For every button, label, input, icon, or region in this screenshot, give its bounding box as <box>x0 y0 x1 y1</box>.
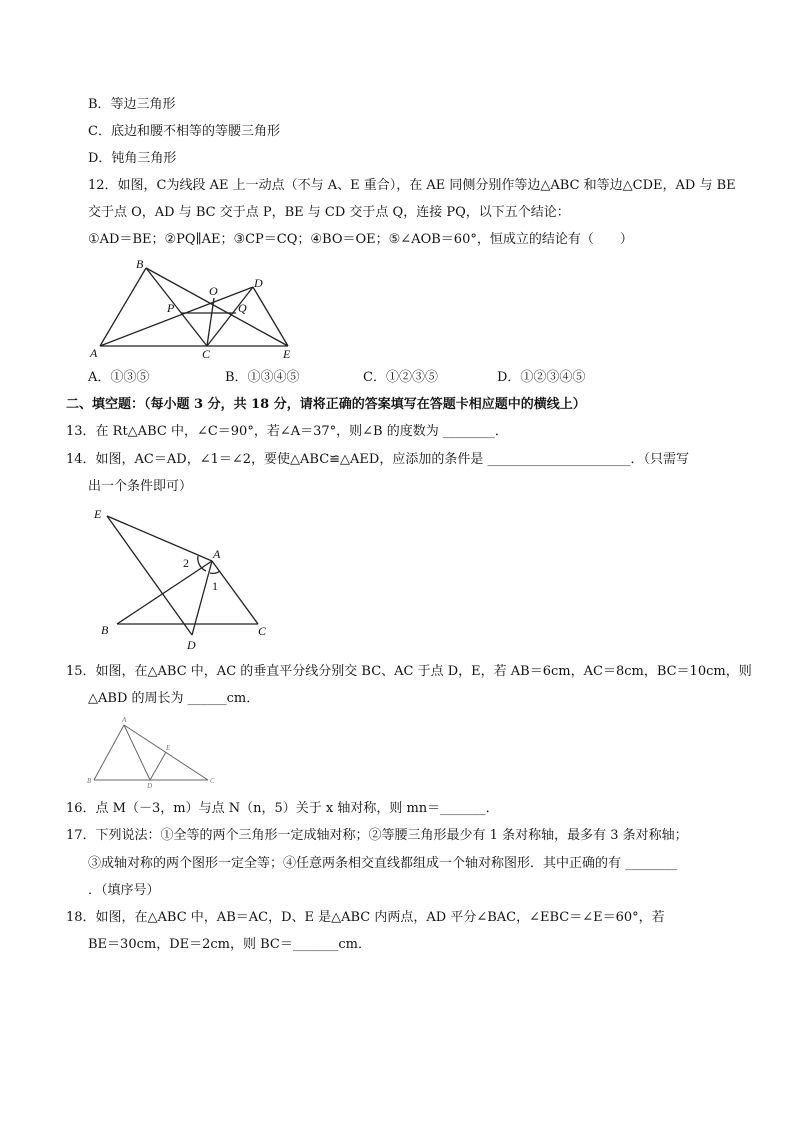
q12-option-c: C．①②③⑤ <box>363 370 438 385</box>
q14-angle-1-arc <box>210 571 220 573</box>
q11-option-d: D．钝角三角形 <box>88 151 177 166</box>
q15-label-d: D <box>147 782 153 790</box>
q12-label-o: O <box>209 284 218 298</box>
q15-label-b: B <box>87 777 92 785</box>
q12-label-d: D <box>254 276 263 290</box>
section-fill-in-title: 二、填空题：（每小题 3 分，共 18 分，请将正确的答案填写在答题卡相应题中的横线上） <box>66 397 586 412</box>
q14-label-e: E <box>94 507 102 521</box>
q12-label-a: A <box>90 346 98 360</box>
q15-segment-ab <box>94 725 124 780</box>
q15-label-c: C <box>210 777 215 785</box>
q12-label-e: E <box>283 347 291 361</box>
q14-label-d: D <box>187 638 196 652</box>
q18-stem-line1: 18．如图，在△ABC 中，AB＝AC，D、E 是△ABC 内两点，AD 平分∠BAC，∠EBC＝∠E＝60°，若 <box>66 910 665 925</box>
q13-text: 13．在 Rt△ABC 中，∠C＝90°，若∠A＝37°，则∠B 的度数为 ________． <box>66 424 508 439</box>
q11-option-b: B．等边三角形 <box>88 97 176 112</box>
q16-text: 16．点 M（－3，m）与点 N（n，5）关于 x 轴对称，则 mn＝_______． <box>66 801 499 816</box>
q12-segment-ab <box>100 268 146 346</box>
q12-option-b: B．①③④⑤ <box>225 370 300 385</box>
q18-stem-line2: BE＝30cm，DE＝2cm，则 BC＝_______cm． <box>88 937 371 952</box>
q15-segment-de <box>150 752 166 780</box>
q12-label-q: Q <box>238 301 247 315</box>
q14-segment-ac <box>212 561 258 624</box>
q14-label-angle-1: 1 <box>212 579 218 593</box>
q12-label-b: B <box>136 257 144 271</box>
q17-stem-line1: 17．下列说法：①全等的两个三角形一定成轴对称；②等腰三角形最少有 1 条对称轴，最多有 3 条对称轴； <box>66 828 688 843</box>
q15-stem-line1: 15．如图，在△ABC 中，AC 的垂直平分线分别交 BC、AC 于点 D，E，若 AB＝6cm，AC＝8cm，BC＝10cm，则 <box>66 664 752 679</box>
q12-segment-bc <box>146 268 207 346</box>
q12-option-a: A．①③⑤ <box>88 370 150 385</box>
q12-option-d: D．①②③④⑤ <box>497 370 586 385</box>
q14-label-a: A <box>213 547 221 561</box>
q14-label-angle-2: 2 <box>183 556 189 570</box>
q17-stem-line2: ③成轴对称的两个图形一定全等；④任意两条相交直线都组成一个轴对称图形．其中正确的有 ________ <box>88 856 678 871</box>
q12-stem-line2: 交于点 O，AD 与 BC 交于点 P，BE 与 CD 交于点 Q，连接 PQ，以下五个结论： <box>88 205 570 220</box>
q15-label-e: E <box>166 744 171 752</box>
q17-stem-line3: ．（填序号） <box>88 883 160 898</box>
q15-stem-line2: △ABD 的周长为 ______cm． <box>88 691 260 706</box>
q14-stem-line1: 14．如图，AC＝AD，∠1＝∠2，要使△ABC≌△AED，应添加的条件是 ______________________．（只需写 <box>66 452 689 467</box>
q12-stem-line1: 12．如图，C为线段 AE 上一动点（不与 A、E 重合），在 AE 同侧分别作等边△ABC 和等边△CDE，AD 与 BE <box>88 178 736 193</box>
q12-stem-line3: ①AD＝BE；②PQ∥AE；③CP＝CQ；④BO＝OE；⑤∠AOB＝60°，恒成立的结论有（ ） <box>88 232 633 247</box>
q14-label-b: B <box>101 623 109 637</box>
q15-label-a: A <box>122 716 127 724</box>
q11-option-c: C．底边和腰不相等的等腰三角形 <box>88 124 280 139</box>
q12-segment-de <box>253 287 288 346</box>
q12-label-p: P <box>167 301 175 315</box>
q14-stem-line2: 出一个条件即可） <box>88 479 193 494</box>
q12-label-c: C <box>202 347 211 361</box>
q14-label-c: C <box>258 624 267 638</box>
